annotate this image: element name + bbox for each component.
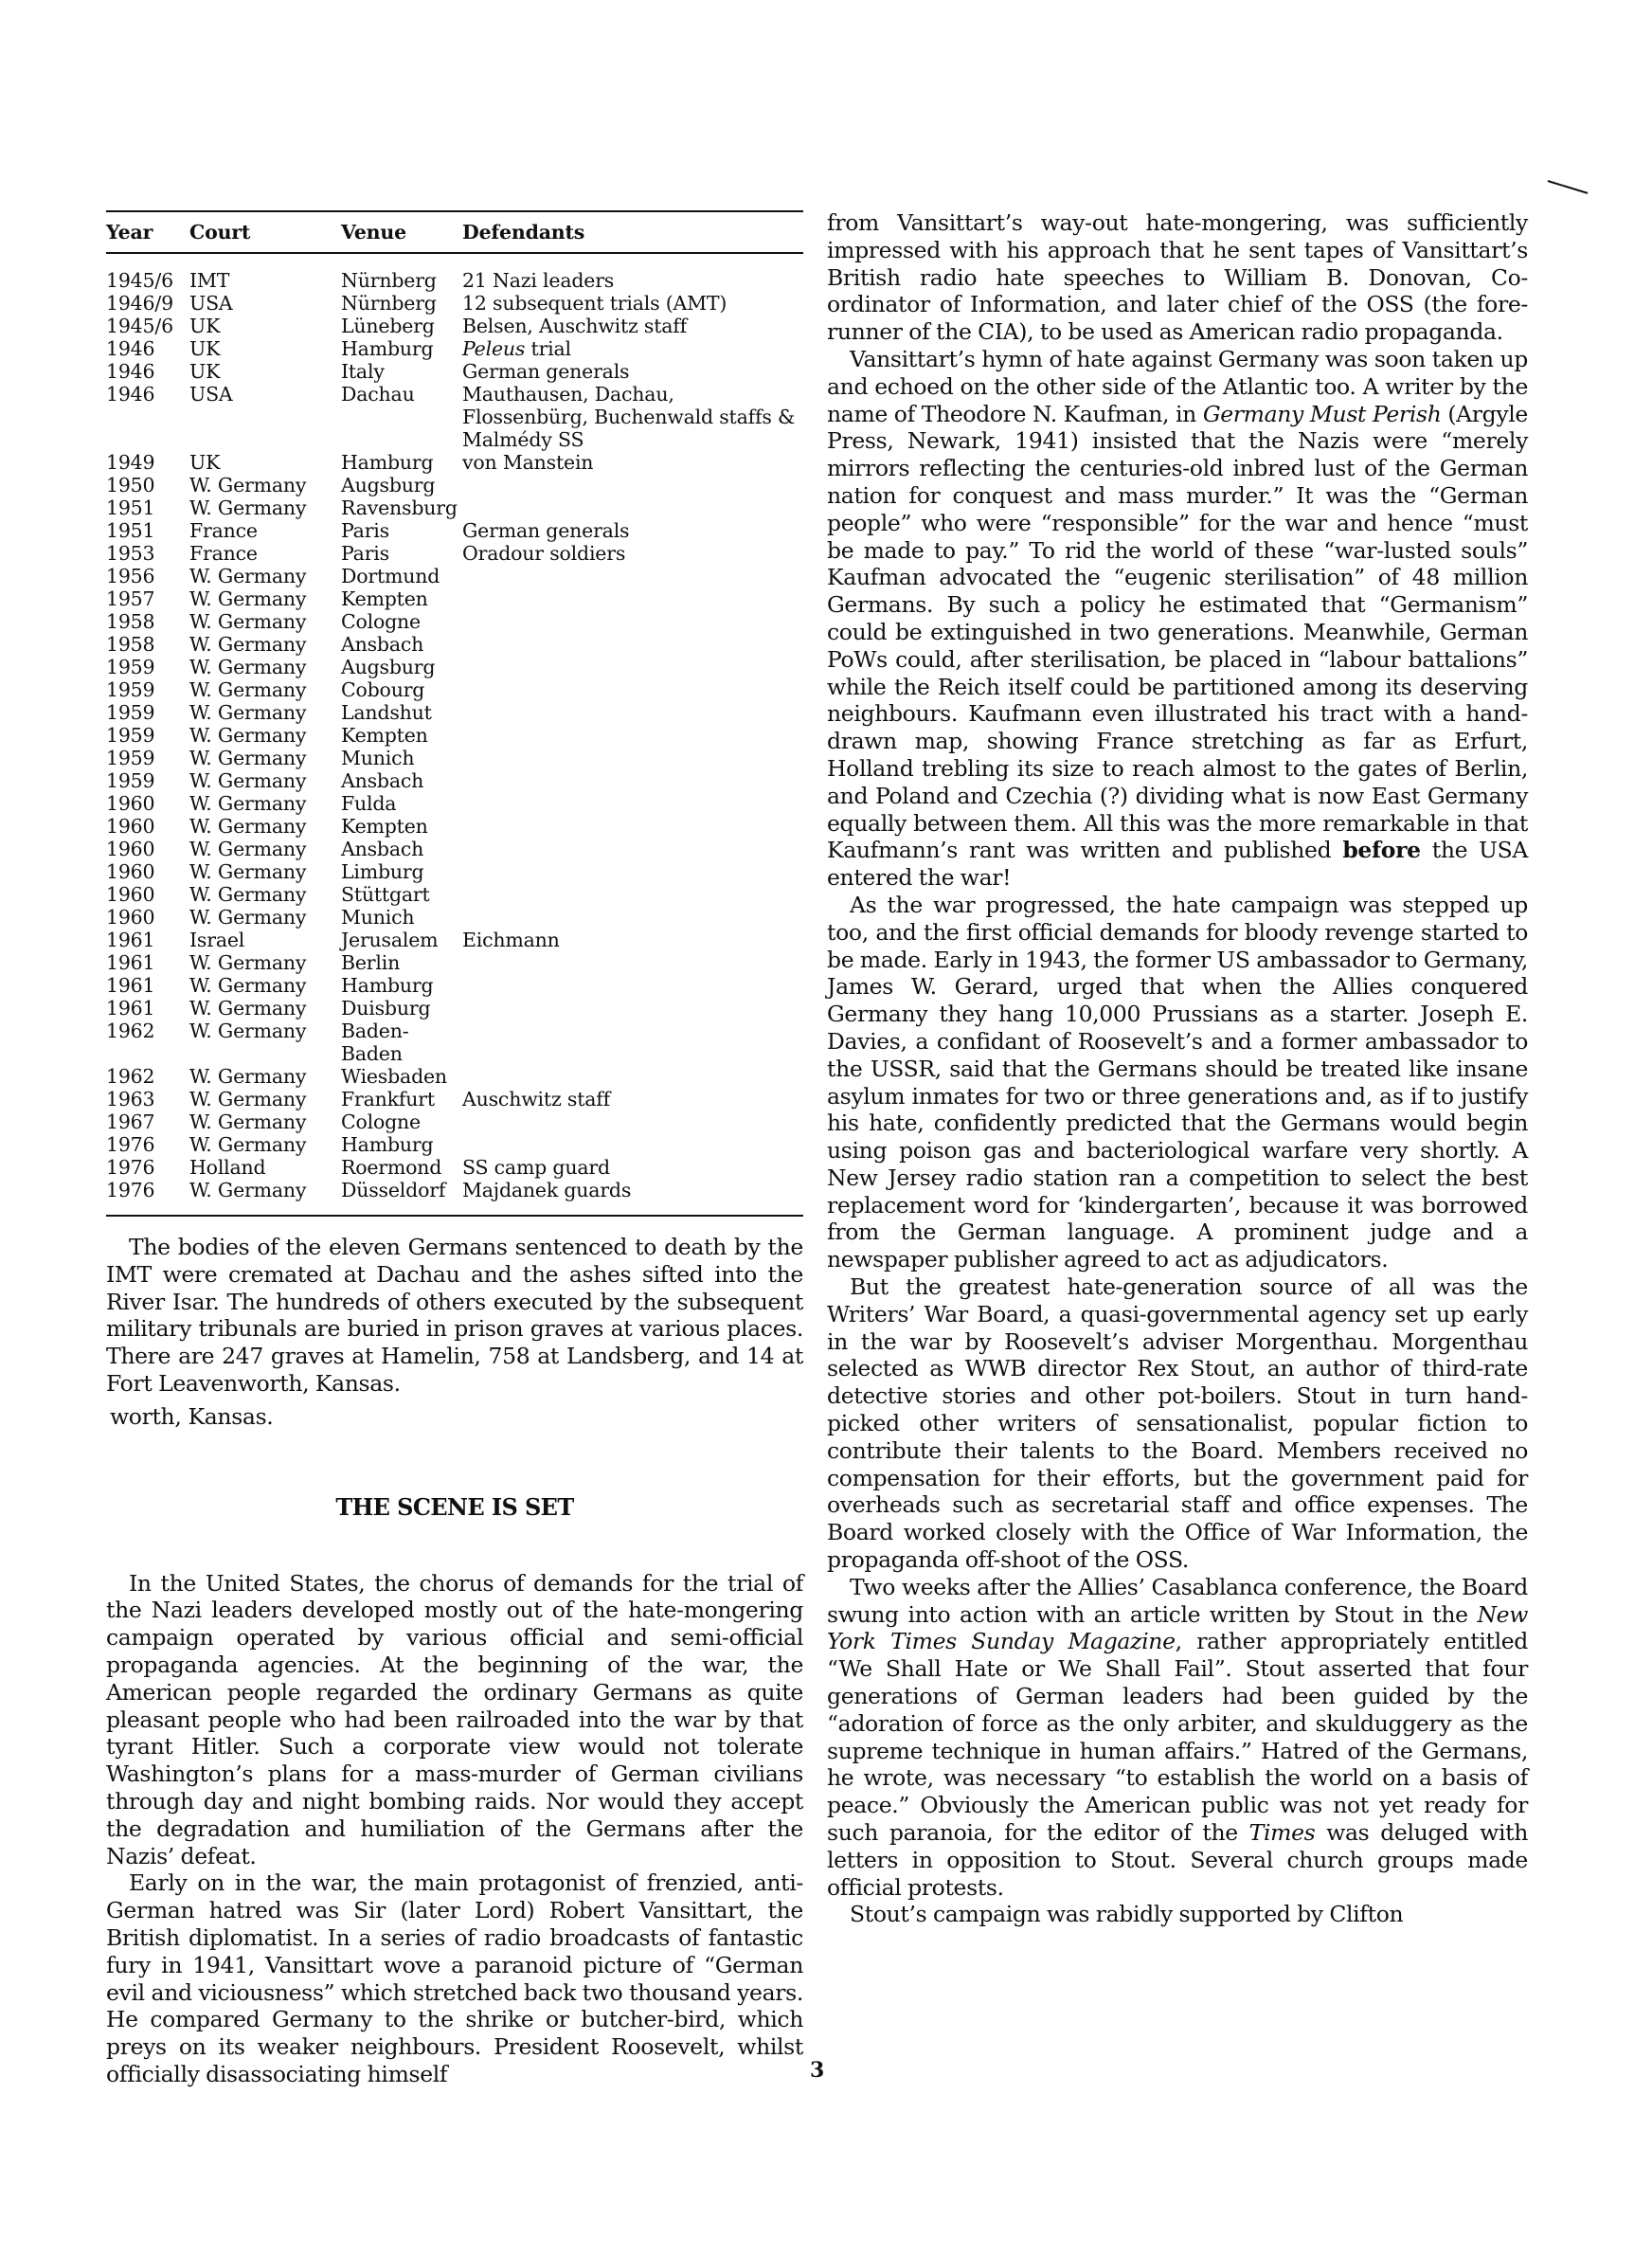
text-run: (Argyle Press, Newark, 1941) insisted that the Nazis were “merely mirrors reflecting the centuries-old inbred lust of the German nation for conquest and mass murder.” It was the “German people” who were “responsible” for the war and hence “must be made to pay.” To rid the world of these “war-lusted souls” Kaufman advocated the “eugenic sterilisation” of 48 million Germans. By such a policy he estimated that “Germanism” could be extinguished in two generations. Meanwhile, German PoWs could, after sterilisation, be placed in “labour battalions” while the Reich itself could be partitioned among its deserving neighbours. Kaufmann even illustrated his tract with a hand-drawn map, showing France stretching as far as Erfurt, Holland trebling its size to reach almost to the gates of Berlin, and Poland and Czechia (?) dividing what is now East Germany equally between them. All this was the more remarkable in that Kaufmann’s rant was written and published [827,400,1528,864]
header-court: Court [189,211,341,253]
cell-venue: Hamburg [341,337,434,360]
cell-venue: Kempten [341,815,428,838]
table-row [106,292,803,315]
table-row [106,792,803,815]
cell-court: W. Germany [189,724,307,747]
cell-defendants [462,951,803,974]
cell-venue: Cologne [341,1110,421,1133]
cell-court: USA [189,383,233,406]
body-paragraph [827,1574,1528,1902]
cell-court: W. Germany [189,497,307,519]
cell-year: 1961 [106,997,155,1020]
cell-venue: Lüneberg [341,315,435,337]
cell-defendants [462,769,803,792]
cell-defendants: Mauthausen, Dachau, Flossenbürg, Buchenwald staffs & Malmédy SS [462,383,796,451]
section-heading: THE SCENE IS SET [335,1492,574,1521]
table-row [106,1065,803,1088]
table-row [106,451,803,474]
table-row [106,883,803,906]
cell-year: 1960 [106,792,155,815]
cell-court: France [189,519,258,542]
header-year: Year [106,211,189,253]
cell-year: 1949 [106,451,155,474]
stray-duplicated-line: worth, Kansas. [110,1402,274,1430]
cell-venue: Hamburg [341,974,434,997]
cell-defendants: 21 Nazi leaders [462,269,615,292]
cell-venue: Roermond [341,1156,442,1179]
cell-year: 1946 [106,360,155,383]
table-row [106,253,803,292]
cell-year: 1957 [106,587,155,610]
cell-venue: Nürnberg [341,269,437,292]
cell-venue: Limburg [341,860,424,883]
cell-defendants [462,497,803,519]
cell-defendants: Oradour soldiers [462,542,626,565]
cell-year: 1976 [106,1179,189,1216]
text-run: the USA entered the war! [827,837,1528,892]
cell-defendants [462,724,803,747]
table-row [106,929,803,951]
table-row [106,610,803,633]
cell-defendants: Eichmann [462,929,560,951]
table-row [106,474,803,497]
cell-defendants [462,474,803,497]
cell-year: 1945/6 [106,269,173,292]
publication-title: Times [1248,1819,1316,1847]
header-defendants: Defendants [462,211,803,253]
table-row [106,383,803,451]
cell-venue: Duisburg [341,997,431,1020]
table-row [106,1088,803,1110]
table-row [106,1133,803,1156]
cell-venue: Ansbach [341,633,424,656]
cell-year: 1958 [106,610,155,633]
table-row [106,769,803,792]
table-row [106,565,803,587]
cell-defendants [462,883,803,906]
cell-defendants [462,701,803,724]
cell-defendants: 12 subsequent trials (AMT) [462,292,727,315]
table-row [106,542,803,565]
cell-venue: Munich [341,747,415,769]
cell-venue: Jerusalem [341,929,439,951]
body-paragraph [827,346,1528,892]
body-paragraph: As the war progressed, the hate campaign was stepped up too, and the first official demands for bloody revenge started to be made. Early in 1943, the former US ambassador to Germany, James W. Gerard, urged that when the Allies conquered Germany they hang 10,000 Prussians as a starter. Joseph E. Davies, a confidant of Roosevelt’s and a former ambassador to the USSR, said that the Germans should be treated like insane asylum inmates for two or three generations and, as if to justify his hate, confidently predicted that the Germans would begin using poison gas and bacteriological warfare very shortly. A New Jersey radio station ran a competition to select the best replacement word for ‘kindergarten’, because it was borrowed from the German language. A prominent judge and a newspaper publisher agreed to act as adjudicators. [827,891,1528,1273]
cell-court: France [189,542,258,565]
cell-court: W. Germany [189,565,307,587]
cell-defendants [462,678,803,701]
cell-defendants [462,565,803,587]
cell-court: Holland [189,1156,266,1179]
cell-venue: Stüttgart [341,883,430,906]
cell-court: W. Germany [189,1020,307,1042]
body-paragraph: In the United States, the chorus of demands for the trial of the Nazi leaders developed mostly out of the hate-mongering campaign operated by various official and semi-official propaganda agencies. At the beginning of the war, the American people regarded the ordinary Germans as quite pleasant people who had been railroaded into the war by that tyrant Hitler. Such a corporate view would not tolerate Washington’s plans for a mass-murder of German civilians through day and night bombing raids. Nor would they accept the degradation and humiliation of the Germans after the Nazis’ defeat. [106,1569,803,1869]
table-row [106,997,803,1020]
cell-court: UK [189,315,221,337]
table-row [106,1156,803,1179]
body-paragraph: Early on in the war, the main protagonist of frenzied, anti-German hatred was Sir (later Lord) Robert Vansittart, the British diplomatist. In a series of radio broadcasts of fantastic fury in 1941, Vansittart wove a paranoid picture of “German evil and viciousness” which stretched back two thousand years. He compared Germany to the shrike or butcher-bird, which preys on its weaker neighbours. President Roosevelt, whilst officially disassociating himself [106,1869,803,2087]
cell-court: W. Germany [189,587,307,610]
cell-venue: Munich [341,906,415,929]
cell-year: 1946/9 [106,292,173,315]
table-row [106,656,803,678]
cell-venue: Hamburg [341,1133,434,1156]
left-column [106,210,803,2088]
cell-year: 1959 [106,678,155,701]
cell-venue: Baden-Baden [341,1020,409,1065]
cell-defendants: Auschwitz staff [462,1088,611,1110]
text-run: , rather appropriately entitled “We Shall Hate or We Shall Fail”. Stout asserted that four generations of German leaders had been guided by the “adoration of force as the only arbiter, and skulduggery as the supreme technique in human affairs.” Hatred of the Germans, he wrote, was necessary “to establish the world on a basis of peace.” Obviously the American public was not yet ready for such paranoia, for the editor of the [827,1628,1528,1847]
cell-defendants [462,587,803,610]
cell-year: 1958 [106,633,155,656]
cell-defendants [462,1020,803,1065]
text-run: was deluged with letters in opposition to Stout. Several church groups made official protests. [827,1819,1528,1901]
cell-year: 1961 [106,929,155,951]
cell-defendants: Majdanek guards [462,1179,803,1216]
right-column [827,209,1528,1928]
cell-court: UK [189,451,221,474]
cell-defendants [462,747,803,769]
cell-court: W. Germany [189,792,307,815]
cell-year: 1960 [106,883,155,906]
cell-venue: Kempten [341,587,428,610]
cell-court: W. Germany [189,951,307,974]
cell-defendants [462,1110,803,1133]
cell-defendants [462,838,803,860]
cell-defendants: German generals [462,360,630,383]
cell-year: 1960 [106,815,155,838]
table-row [106,519,803,542]
cell-defendants: von Manstein [462,451,594,474]
cell-venue: Wiesbaden [341,1065,447,1088]
cell-venue: Fulda [341,792,397,815]
cell-year: 1976 [106,1156,155,1179]
cell-defendants [462,815,803,838]
cell-court: W. Germany [189,610,307,633]
cell-year: 1959 [106,724,155,747]
cell-defendants [462,1133,803,1156]
cell-defendants [462,997,803,1020]
cell-court: W. Germany [189,474,307,497]
cell-court: W. Germany [189,1179,341,1216]
cell-court: W. Germany [189,838,307,860]
cell-defendants [462,610,803,633]
cell-venue: Cobourg [341,678,425,701]
cell-year: 1961 [106,951,155,974]
cell-venue: Paris [341,542,389,565]
table-row [106,724,803,747]
cell-defendants [462,906,803,929]
cell-year: 1946 [106,337,155,360]
cell-court: USA [189,292,233,315]
cell-year: 1950 [106,474,155,497]
cell-venue: Cologne [341,610,421,633]
cell-court: W. Germany [189,815,307,838]
cell-court: W. Germany [189,769,307,792]
table-row [106,1020,803,1065]
text-run: trial [525,337,571,360]
text-run: Two weeks after the Allies’ Casablanca conference, the Board swung into action with an article written by Stout in the [827,1573,1528,1628]
table-row [106,974,803,997]
table-row [106,906,803,929]
cell-court: W. Germany [189,747,307,769]
cell-year: 1946 [106,383,155,406]
cell-defendants: SS camp guard [462,1156,610,1179]
cell-court: UK [189,337,221,360]
cell-venue: Dachau [341,383,415,406]
cell-year: 1959 [106,701,155,724]
cell-year: 1976 [106,1133,155,1156]
cell-venue: Kempten [341,724,428,747]
cell-court: W. Germany [189,883,307,906]
cell-year: 1956 [106,565,155,587]
table-row [106,951,803,974]
stray-pen-mark [1548,180,1589,194]
table-row [106,1179,803,1216]
cell-court: W. Germany [189,1110,307,1133]
cell-venue: Ansbach [341,769,424,792]
cremation-paragraph: The bodies of the eleven Germans sentenced to death by the IMT were cremated at Dachau and the ashes sifted into the River Isar. The hundreds of others executed by the subsequent military tribunals are buried in prison graves at various places. There are 247 graves at Hamelin, 758 at Landsberg, and 14 at Fort Leavenworth, Kansas. [106,1234,803,1397]
cell-venue: Hamburg [341,451,434,474]
table-header-row [106,211,803,253]
cell-venue: Ansbach [341,838,424,860]
cell-court: IMT [189,269,230,292]
war-crimes-trials-table [106,210,803,1217]
cell-year: 1963 [106,1088,155,1110]
cell-year: 1960 [106,860,155,883]
book-title: Germany Must Perish [1202,400,1442,427]
cell-year: 1959 [106,656,155,678]
table-row [106,497,803,519]
cell-court: Israel [189,929,245,951]
table-row [106,838,803,860]
cell-year: 1960 [106,838,155,860]
table-body [106,253,803,1216]
cell-year: 1953 [106,542,155,565]
cell-year: 1961 [106,974,155,997]
table-row [106,315,803,337]
cell-year: 1951 [106,519,155,542]
cell-venue: Nürnberg [341,292,437,315]
cell-defendants [462,792,803,815]
cell-venue: Frankfurt [341,1088,435,1110]
body-paragraph: from Vansittart’s way-out hate-mongering, was sufficiently impressed with his approach that he sent tapes of Vansittart’s British radio hate speeches to William B. Donovan, Co-ordinator of Information, and later chief of the OSS (the fore-runner of the CIA), to be used as American radio propaganda. [827,209,1528,346]
cell-court: W. Germany [189,633,307,656]
text-run: Vansittart’s hymn of hate against Germany was soon taken up and echoed on the other side of the Atlantic too. A writer by the name of Theodore N. Kaufman, in [827,345,1528,427]
cell-venue: Italy [341,360,385,383]
cell-court: W. Germany [189,1088,307,1110]
cell-defendants [462,860,803,883]
cell-venue: Berlin [341,951,401,974]
body-paragraph: But the greatest hate-generation source of all was the Writers’ War Board, a quasi-governmental agency set up early in the war by Roosevelt’s adviser Morgenthau. Morgenthau selected as WWB director Rex Stout, an author of third-rate detective stories and other pot-boilers. Stout in turn hand-picked other writers of sensationalist, popular fiction to contribute their talents to the Board. Members received no compensation for their efforts, but the government paid for overheads such as secretarial staff and office expenses. The Board worked closely with the Office of War Information, the propaganda off-shoot of the OSS. [827,1273,1528,1574]
cell-defendants: Belsen, Auschwitz staff [462,315,688,337]
table-row [106,587,803,610]
table-row [106,633,803,656]
cell-defendants: German generals [462,519,630,542]
page-number: 3 [810,2058,825,2083]
cell-year: 1960 [106,906,155,929]
cell-court: W. Germany [189,974,307,997]
cell-court: W. Germany [189,678,307,701]
cell-court: W. Germany [189,701,307,724]
header-venue: Venue [341,211,462,253]
emphasis: before [1342,837,1421,864]
table-row [106,360,803,383]
cell-court: W. Germany [189,906,307,929]
cell-court: W. Germany [189,997,307,1020]
cell-venue: Paris [341,519,389,542]
publication-title: New York Times Sunday Magazine [827,1600,1528,1655]
cell-defendants [462,1065,803,1088]
cell-court: W. Germany [189,1133,307,1156]
cell-court: W. Germany [189,656,307,678]
cell-defendants [462,656,803,678]
cell-year: 1951 [106,497,155,519]
cell-defendants [462,337,803,360]
cell-year: 1967 [106,1110,155,1133]
cell-defendants [462,633,803,656]
table-row [106,815,803,838]
cell-court: W. Germany [189,860,307,883]
cell-year: 1962 [106,1065,155,1088]
cell-venue: Augsburg [341,474,436,497]
cell-venue: Düsseldorf [341,1179,462,1216]
cell-venue: Dortmund [341,565,440,587]
cell-venue: Augsburg [341,656,436,678]
cell-year: 1959 [106,747,155,769]
table-row [106,860,803,883]
body-paragraph: Stout’s campaign was rabidly supported by Clifton [850,1901,1404,1928]
cell-court: W. Germany [189,1065,307,1088]
cell-year: 1945/6 [106,315,173,337]
cell-court: UK [189,360,221,383]
table-row [106,1110,803,1133]
table-row [106,701,803,724]
cell-venue: Ravensburg [341,497,458,519]
table-row [106,337,803,360]
ship-name: Peleus [462,337,526,360]
cell-defendants [462,974,803,997]
table-row [106,747,803,769]
table-row [106,678,803,701]
cell-year: 1962 [106,1020,155,1042]
cell-venue: Landshut [341,701,432,724]
cell-year: 1959 [106,769,155,792]
